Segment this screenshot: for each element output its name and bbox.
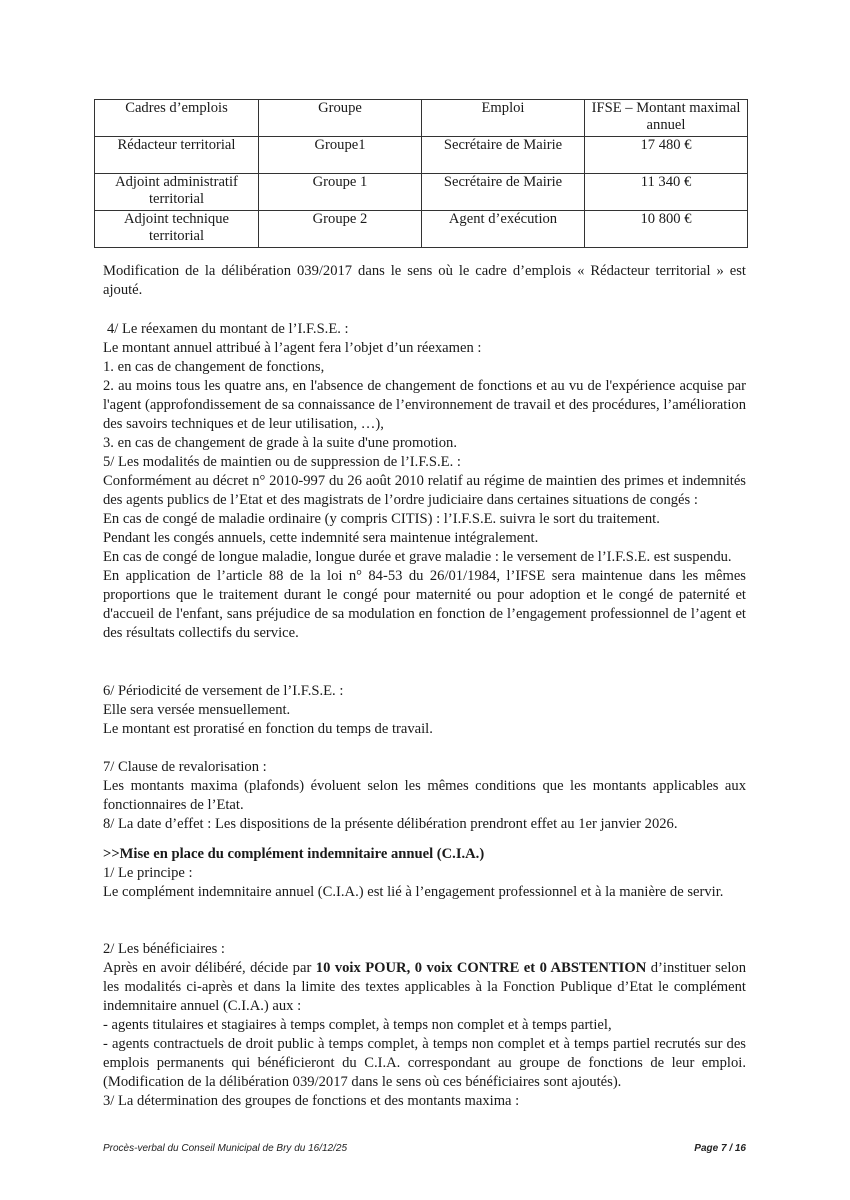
paragraph: En cas de congé de maladie ordinaire (y compris CITIS) : l’I.F.S.E. suivra le sort du traitement. <box>103 511 660 527</box>
page-footer <box>103 1143 746 1154</box>
section-cia <box>103 845 746 902</box>
section-heading <box>103 845 746 864</box>
paragraph: Les montants maxima (plafonds) évoluent selon les mêmes conditions que les montants applicables aux fonctionnaires de l’Etat. <box>103 778 746 813</box>
section-6-periodicite <box>103 682 746 739</box>
paragraph: Elle sera versée mensuellement. <box>103 702 291 718</box>
list-item: - agents titulaires et stagiaires à temps complet, à temps non complet et à temps partiel, <box>103 1017 612 1033</box>
table-row <box>95 137 748 174</box>
section-cia-beneficiaires <box>103 940 746 1092</box>
paragraph: Conformément au décret n° 2010-997 du 26 août 2010 relatif au régime de maintien des primes et indemnités des agents publics de l’Etat et des magistrats de l’ordre judiciaire dans certaines situations de congés : <box>103 473 746 508</box>
table-header-row <box>95 100 748 137</box>
section-title: 7/ Clause de revalorisation : <box>103 759 267 775</box>
paragraph: Le complément indemnitaire annuel (C.I.A.) est lié à l’engagement professionnel et à la manière de servir. <box>103 884 724 900</box>
table-cell: Groupe1 <box>259 137 422 174</box>
section-cia-groupes <box>103 1092 746 1111</box>
paragraph: Modification de la délibération 039/2017 dans le sens où le cadre d’emplois « Rédacteur territorial » est ajouté. <box>103 263 746 298</box>
text: d’instituer selon les modalités ci-après et dans la limite des textes applicables à la Fonction Publique d’Etat le complément indemnitaire annuel (C.I.A.) aux : <box>103 960 746 1014</box>
paragraph: Pendant les congés annuels, cette indemnité sera maintenue intégralement. <box>103 530 539 546</box>
section-title: 2/ Les bénéficiaires : <box>103 941 225 957</box>
ifse-amounts-table <box>94 99 748 248</box>
table-cell: Rédacteur territorial <box>95 137 259 174</box>
paragraph: En cas de congé de longue maladie, longue durée et grave maladie : le versement de l’I.F.S.E. est suspendu. <box>103 549 732 565</box>
table-cell: Groupe 2 <box>259 211 422 248</box>
section-title: 3/ La détermination des groupes de fonctions et des montants maxima : <box>103 1093 520 1109</box>
footer-document-title: Procès-verbal du Conseil Municipal de Bry du 16/12/25 <box>103 1143 348 1154</box>
list-item: 3. en cas de changement de grade à la suite d'une promotion. <box>103 435 457 451</box>
list-item: 1. en cas de changement de fonctions, <box>103 359 325 375</box>
paragraph: Le montant est proratisé en fonction du temps de travail. <box>103 721 433 737</box>
table-cell: Agent d’exécution <box>422 211 585 248</box>
section-title: 1/ Le principe : <box>103 865 193 881</box>
table-header-cell: Emploi <box>422 100 585 137</box>
section-7-revalorisation <box>103 758 746 834</box>
table-cell: Adjoint technique territorial <box>95 211 259 248</box>
table-cell: Adjoint administratif territorial <box>95 174 259 211</box>
table-cell: Groupe 1 <box>259 174 422 211</box>
table-row <box>95 211 748 248</box>
paragraph: Le montant annuel attribué à l’agent fera l’objet d’un réexamen : <box>103 340 482 356</box>
section-4-reexamen <box>103 320 746 643</box>
table-cell: Secrétaire de Mairie <box>422 137 585 174</box>
text: Après en avoir délibéré, décide par <box>103 960 316 976</box>
paragraph: 8/ La date d’effet : Les dispositions de la présente délibération prendront effet au 1er janvier 2026. <box>103 816 678 832</box>
paragraph: En application de l’article 88 de la loi n° 84-53 du 26/01/1984, l’IFSE sera maintenue dans les mêmes proportions que le traitement durant le congé pour maternité ou pour adoption et le congé de paternité et d'accueil de l'enfant, sans préjudice de sa modulation en fonction de l’engagement professionnel de l’agent et des résultats collectifs du service. <box>103 568 746 641</box>
section-title: 4/ Le réexamen du montant de l’I.F.S.E. : <box>107 321 349 337</box>
table-cell: 11 340 € <box>585 174 748 211</box>
page-number: Page 7 / 16 <box>694 1143 746 1154</box>
table-cell: Secrétaire de Mairie <box>422 174 585 211</box>
section-title: 6/ Périodicité de versement de l’I.F.S.E. : <box>103 683 344 699</box>
table-cell: 10 800 € <box>585 211 748 248</box>
vote-result: 10 voix POUR, 0 voix CONTRE et 0 ABSTENTION <box>315 960 647 976</box>
list-item: - agents contractuels de droit public à temps complet, à temps non complet et à temps partiel recrutés sur des emplois permanents qui bénéficieront du C.I.A. correspondant au groupe de fonctions de leur emploi. (Modification de la délibération 039/2017 dans le sens où ces bénéficiaires sont ajoutés). <box>103 1036 746 1090</box>
table-cell: 17 480 € <box>585 137 748 174</box>
table-header-cell: IFSE – Montant maximal annuel <box>585 100 748 137</box>
paragraph <box>103 959 746 1016</box>
list-item: 2. au moins tous les quatre ans, en l'absence de changement de fonctions et au vu de l'expérience acquise par l'agent (approfondissement de sa connaissance de l’environnement de travail et des procédures, l’amélioration des savoirs techniques et de leur utilisation, …), <box>103 378 746 432</box>
table-header-cell: Groupe <box>259 100 422 137</box>
table-header-cell: Cadres d’emplois <box>95 100 259 137</box>
table-row <box>95 174 748 211</box>
section-title: 5/ Les modalités de maintien ou de suppression de l’I.F.S.E. : <box>103 454 461 470</box>
modification-note <box>103 262 746 300</box>
heading-text: >>Mise en place du complément indemnitaire annuel (C.I.A.) <box>103 846 485 862</box>
